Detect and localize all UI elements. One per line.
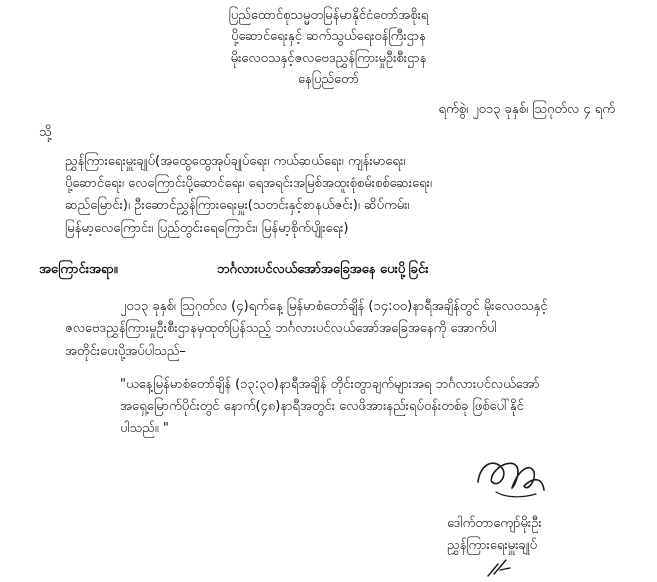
signatory-title: ညွှန်ကြားရေးမှူးချုပ် — [447, 538, 538, 553]
recipient-line: ဆည်မြောင်း)၊ ဦးဆောင်ညွှန်ကြားရေးမှူး(သတင်းနှင့်စာနယ်ဇင်း)၊ ဆိပ်ကမ်း၊ — [65, 198, 410, 213]
header-ministry: ပို့ဆောင်ရေးနှင့် ဆက်သွယ်ရေးဝန်ကြီးဌာန — [231, 29, 426, 44]
date-line: ရက်စွဲ၊ ၂၀၁၃ ခုနှစ်၊ ဩဂုတ်လ ၄ ရက် — [438, 102, 615, 117]
subject-label: အကြောင်းအရာ။ — [39, 262, 118, 277]
quote-line: "ယနေ့မြန်မာစံတော်ချိန် (၁၃:၃၀)နာရီအချိန် တိုင်းတွာချက်များအရ ဘင်္ဂလားပင်လယ်အော် — [120, 377, 540, 392]
subject-text: ဘင်္ဂလားပင်လယ်အော်အခြေအနေ ပေးပို့ခြင်း — [217, 262, 429, 277]
signatory-name: ဒေါက်တာကျော်မိုးဦး — [447, 516, 542, 531]
header-city: နေပြည်တော် — [297, 72, 359, 87]
header-department: မိုးလေဝသနှင့်ဇလဗေဒညွှန်ကြားမှုဦးစီးဌာန — [230, 51, 427, 66]
header-government: ပြည်ထောင်စုသမ္မတမြန်မာနိုင်ငံတော်အစိုးရ — [228, 8, 429, 23]
recipient-line: ပို့ဆောင်ရေး၊ လေကြောင်းပို့ဆောင်ရေး၊ ရေအရင်းအမြစ်အထူးစုံစမ်းစစ်ဆေးရေး၊ — [65, 176, 432, 191]
recipient-line: မြန်မာ့လေကြောင်း၊ ပြည်တွင်းရေကြောင်း၊ မြန်မာ့စိုက်ပျိုးရေး) — [65, 221, 349, 236]
initial-mark — [484, 556, 514, 580]
body-line: ဇလဗေဒညွှန်ကြားမှုဦးစီးဌာနမှထုတ်ပြန်သည့် ဘင်္ဂလားပင်လယ်အော်အခြေအနေကို အောက်ပါ — [65, 321, 497, 336]
signature-image — [472, 448, 552, 508]
body-line: ၂၀၁၃ ခုနှစ်၊ ဩဂုတ်လ (၄)ရက်နေ့ မြန်မာစံတော်ချိန် (၁၄:၀၀)နာရီအချိန်တွင် မိုးလေဝသနှင့် — [120, 299, 548, 314]
body-line: အတိုင်းပေးပို့အပ်ပါသည်– — [65, 344, 186, 359]
recipient-line: ညွှန်ကြားရေးမှူးချုပ်(အထွေထွေအုပ်ချုပ်ရေး၊ ကယ်ဆယ်ရေး၊ ကျန်းမာရေး၊ — [65, 154, 406, 169]
quote-line: အရှေ့မြောက်ပိုင်းတွင် နောက်(၄၈)နာရီအတွင်း လေဖိအားနည်းရပ်ဝန်းတစ်ခု ဖြစ်ပေါ်နိုင် — [120, 399, 524, 414]
to-label: သို့ — [39, 125, 52, 140]
quote-line: ပါသည်။ " — [120, 421, 169, 436]
